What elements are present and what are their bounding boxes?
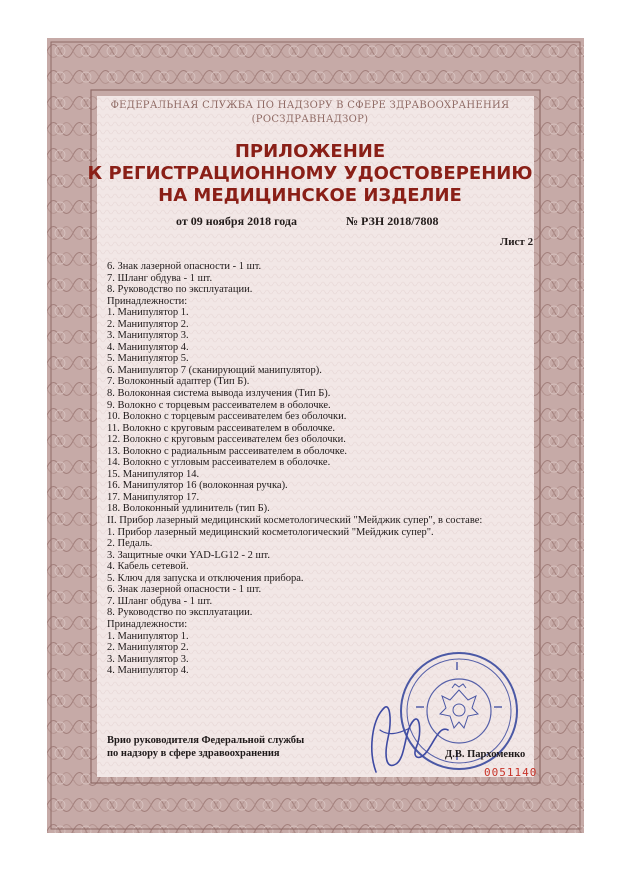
list-item: 13. Волокно с радиальным рассеивателем в оболочке. [107, 445, 348, 457]
document-title: ПРИЛОЖЕНИЕ [234, 141, 386, 162]
list-item: 6. Знак лазерной опасности - 1 шт. [107, 584, 262, 596]
list-item: 4. Манипулятор 4. [107, 665, 189, 677]
list-item: 7. Волоконный адаптер (Тип Б). [107, 376, 250, 388]
list-item: 6. Знак лазерной опасности - 1 шт. [107, 261, 262, 272]
serial-number: 0051140 [484, 766, 538, 779]
list-item: 18. Волоконный удлинитель (тип Б). [107, 503, 270, 515]
list-item: 16. Манипулятор 16 (волоконная ручка). [107, 480, 288, 492]
list-item: 11. Волокно с круговым рассеивателем в оболочке. [107, 422, 336, 434]
list-item: 5. Ключ для запуска и отключения прибора. [107, 572, 304, 584]
list-item: 4. Кабель сетевой. [107, 561, 189, 573]
list-item: Принадлежности: [107, 295, 188, 307]
list-item: 3. Манипулятор 3. [107, 330, 189, 342]
list-item: II. Прибор лазерный медицинский косметологический "Мейджик супер", в составе: [107, 515, 483, 527]
list-item: 3. Манипулятор 3. [107, 653, 189, 665]
agency-abbrev: (РОСЗДРАВНАДЗОР) [251, 114, 369, 125]
list-item: 8. Волоконная система вывода излучения (Тип Б). [107, 388, 331, 400]
document-subtitle-1: К РЕГИСТРАЦИОННОМУ УДОСТОВЕРЕНИЮ [87, 163, 533, 184]
document-subtitle-2: НА МЕДИЦИНСКОЕ ИЗДЕЛИЕ [158, 185, 462, 206]
signer-name: Д.В. Пархоменко [445, 749, 526, 760]
list-item: 8. Руководство по эксплуатации. [107, 607, 253, 619]
list-item: 5. Манипулятор 5. [107, 353, 189, 365]
list-item: 9. Волокно с торцевым рассеивателем в оболочке. [107, 399, 331, 411]
signer-title-line1: Врио руководителя Федеральной службы [107, 735, 305, 746]
list-item: 1. Прибор лазерный медицинский косметологический "Мейджик супер". [107, 526, 434, 538]
list-item: 17. Манипулятор 17. [107, 491, 200, 503]
list-item: 3. Защитные очки YAD-LG12 - 2 шт. [107, 549, 270, 561]
signer-title-line2: по надзору в сфере здравоохранения [107, 748, 280, 759]
list-item: 14. Волокно с угловым рассеивателем в оболочке. [107, 457, 331, 469]
agency-name: ФЕДЕРАЛЬНАЯ СЛУЖБА ПО НАДЗОРУ В СФЕРЕ ЗДРАВООХРАНЕНИЯ [110, 100, 510, 111]
list-item: 4. Манипулятор 4. [107, 341, 189, 353]
list-item: 7. Шланг обдува - 1 шт. [107, 595, 213, 607]
list-item: 1. Манипулятор 1. [107, 630, 189, 642]
list-item: 1. Манипулятор 1. [107, 307, 189, 319]
list-item: 6. Манипулятор 7 (сканирующий манипулятор). [107, 364, 322, 376]
sheet-number: Лист 2 [500, 236, 534, 248]
list-item: 2. Педаль. [107, 538, 153, 550]
list-item: 7. Шланг обдува - 1 шт. [107, 272, 213, 284]
list-item: 10. Волокно с торцевым рассеивателем без оболочки. [107, 411, 347, 423]
list-item: 2. Манипулятор 2. [107, 318, 189, 330]
list-item: 8. Руководство по эксплуатации. [107, 284, 253, 296]
list-item: 2. Манипулятор 2. [107, 642, 189, 654]
list-item: Принадлежности: [107, 618, 188, 630]
composition-list [107, 261, 527, 677]
list-item: 15. Манипулятор 14. [107, 468, 200, 480]
list-item: 12. Волокно с круговым рассеивателем без оболочки. [107, 434, 346, 446]
issue-date: от 09 ноября 2018 года [176, 214, 297, 228]
handwritten-signature [358, 690, 468, 780]
registration-number: № РЗН 2018/7808 [346, 214, 439, 228]
